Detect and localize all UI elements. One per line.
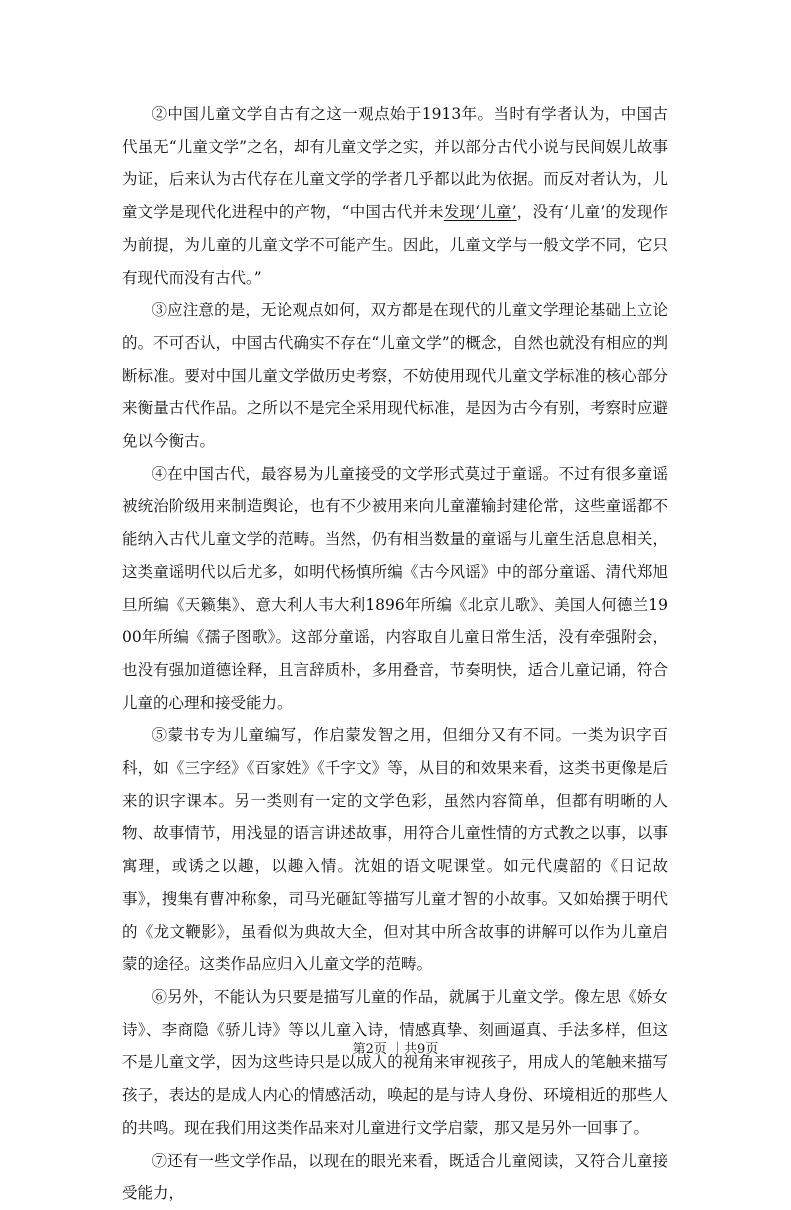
paragraph-3: ③应注意的是，无论观点如何，双方都是在现代的儿童文学理论基础上立论的。不可否认，中国古代确实不存在“儿童文学”的概念，自然也就没有相应的判断标准。要对中国儿童文学做历史考察，不妨使用现代儿童文学标准的核心部分来衡量古代作品。之所以不是完全采用现代标准，是因为古今有别，考察时应避免以今衡古。	[122, 301, 668, 451]
paragraph-2-text-b: ，没有‘儿童’的发现作为前提，为儿童的儿童文学不可能产生。因此，儿童文学与一般文学不同，它只有现代而没有古代。”	[122, 203, 668, 287]
paragraph-6: ⑥另外，不能认为只要是描写儿童的作品，就属于儿童文学。像左思《娇女诗》、李商隐《骄儿诗》等以儿童入诗，情感真挚、刻画逼真、手法多样，但这不是儿童文学，因为这些诗只是以成人的视角来审视孩子，用成人的笔触来描写孩子，表达的是成人内心的情感活动，唤起的是与诗人身份、环境相近的那些人的共鸣。现在我们用这类作品来对儿童进行文学启蒙，那又是另外一回事了。	[122, 987, 668, 1137]
page-footer: 第2页 ｜共9页	[352, 1042, 439, 1057]
paragraph-4: ④在中国古代，最容易为儿童接受的文学形式莫过于童谣。不过有很多童谣被统治阶级用来制造舆论，也有不少被用来向儿童灌输封建伦常，这些童谣都不能纳入古代儿童文学的范畴。当然，仍有相当数量的童谣与儿童生活息息相关，这类童谣明代以后尤多，如明代杨慎所编《古今风谣》中的部分童谣、清代郑旭旦所编《天籁集》、意大利人韦大利1896年所编《北京儿歌》、美国人何德兰1900年所编《孺子图歌》。这部分童谣，内容取自儿童日常生活，没有牵强附会，也没有强加道德诠释，且言辞质朴，多用叠音，节奏明快，适合儿童记诵，符合儿童的心理和接受能力。	[122, 464, 668, 712]
paragraph-5: ⑤蒙书专为儿童编写，作启蒙发智之用，但细分又有不同。一类为识字百科，如《三字经》《百家姓》《千字文》等，从目的和效果来看，这类书更像是后来的识字课本。另一类则有一定的文学色彩，虽然内容简单，但都有明晰的人物、故事情节，用浅显的语言讲述故事，用符合儿童性情的方式教之以事，以事寓理，或诱之以趣，以趣入情。沈姐的语文呢课堂。如元代虞韶的《日记故事》，搜集有曹冲称象，司马光砸缸等描写儿童才智的小故事。又如始撰于明代的《龙文鞭影》，虽看似为典故大全，但对其中所含故事的讲解可以作为儿童启蒙的途径。这类作品应归入儿童文学的范畴。	[122, 726, 668, 974]
underlined-phrase: 发现‘儿童’	[443, 203, 517, 222]
paragraph-7: ⑦还有一些文学作品，以现在的眼光来看，既适合儿童阅读，又符合儿童接受能力，	[122, 1151, 668, 1203]
paragraph-2	[122, 98, 668, 294]
paragraph-2-text-a: ②中国儿童文学自古有之这一观点始于1913年。当时有学者认为，中国古代虽无“儿童文学”之名，却有儿童文学之实，并以部分古代小说与民间娱儿故事为证，后来认为古代存在儿童文学的学者几乎都以此为依据。而反对者认为，儿童文学是现代化进程中的产物，“中国古代并未	[122, 105, 668, 222]
